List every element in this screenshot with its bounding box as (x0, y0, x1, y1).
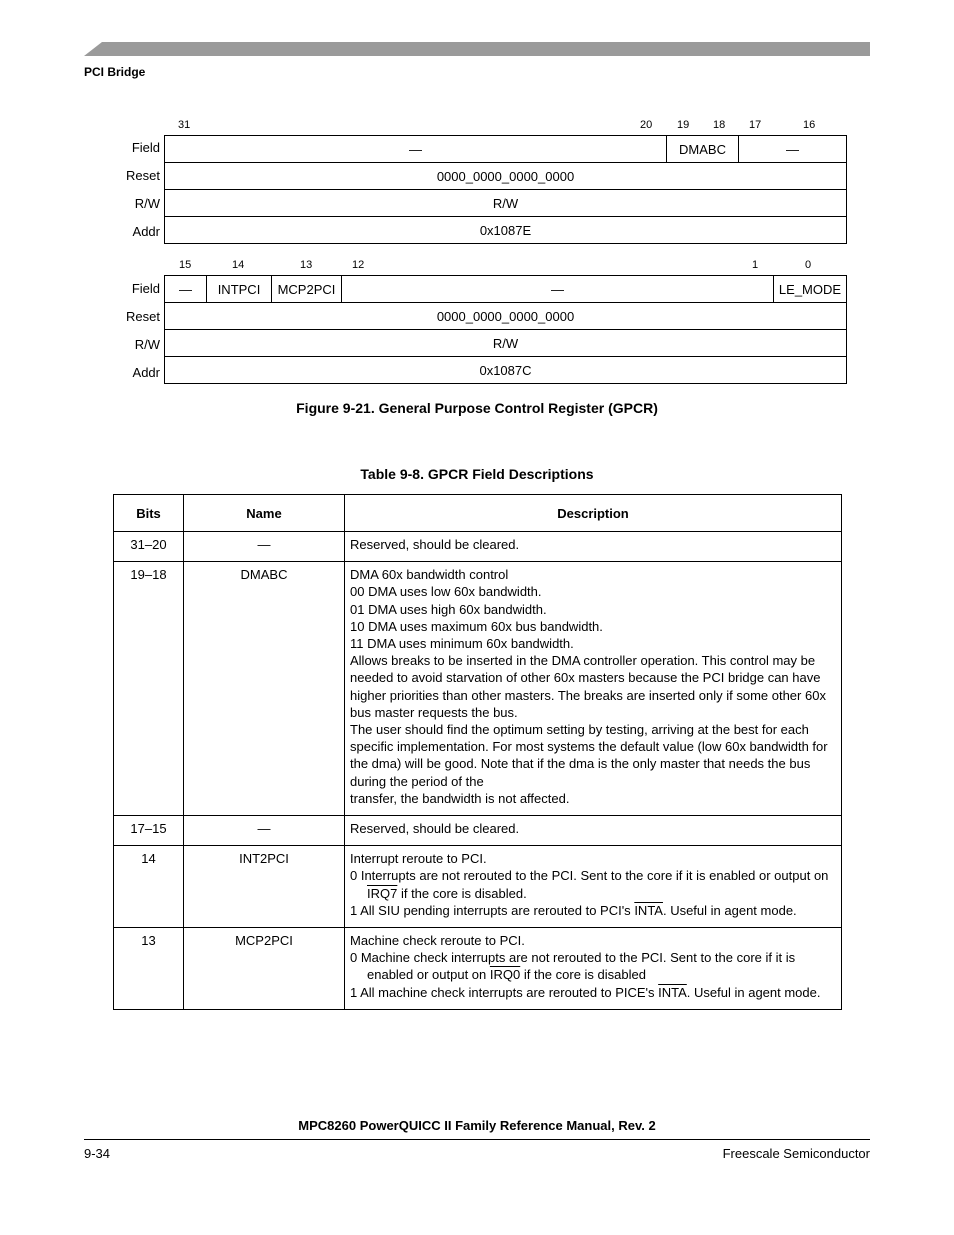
cell-bits: 14 (114, 846, 184, 928)
table-header-row (114, 495, 842, 532)
option-text: . Useful in agent mode. (662, 902, 797, 918)
cell-name: DMABC (184, 562, 345, 816)
row-label-rw: R/W (134, 337, 160, 352)
option-text: if the core is disabled. (397, 885, 527, 901)
cell-name: MCP2PCI (184, 928, 345, 1010)
description-line: transfer, the bandwidth is not affected. (350, 790, 570, 806)
addr-value: 0x1087C (165, 357, 847, 384)
header-bar (84, 42, 870, 56)
option-1-line (350, 902, 836, 919)
description-line: 00 DMA uses low 60x bandwidth. (350, 584, 542, 600)
table-row (114, 562, 842, 816)
row-label-field: Field (131, 281, 160, 296)
option-text: 1 All SIU pending interrupts are rerouted to PCI's (350, 902, 635, 918)
cell-description (345, 816, 842, 846)
option-text: . Useful in agent mode. (686, 984, 821, 1000)
addr-value: 0x1087E (165, 217, 847, 244)
header-bits: Bits (114, 495, 184, 532)
field-reserved: — (165, 136, 667, 163)
bit-number: 16 (803, 119, 816, 131)
table-row (114, 816, 842, 846)
bit-number: 14 (232, 259, 245, 271)
field-reserved: — (739, 136, 847, 163)
description-line: 10 DMA uses maximum 60x bus bandwidth. (350, 618, 603, 634)
option-text: 1 All machine check interrupts are rerouted to PICE's (350, 984, 659, 1000)
row-label-reset: Reset (126, 168, 160, 183)
section-title: PCI Bridge (84, 65, 146, 79)
option-text: if the core is disabled (520, 967, 646, 983)
cell-description (345, 532, 842, 562)
cell-description (345, 846, 842, 928)
figure-caption: Figure 9-21. General Purpose Control Register (GPCR) (296, 400, 658, 416)
signal-name: IRQ0 (489, 967, 521, 983)
cell-name: INT2PCI (184, 846, 345, 928)
bit-number: 17 (749, 119, 762, 131)
footer-company: Freescale Semiconductor (722, 1146, 870, 1161)
bit-number: 20 (640, 119, 653, 131)
field-le-mode: LE_MODE (774, 276, 847, 303)
description-line: Machine check reroute to PCI. (350, 933, 525, 949)
footer-divider (84, 1139, 870, 1140)
footer-title: MPC8260 PowerQUICC II Family Reference Manual, Rev. 2 (298, 1118, 656, 1133)
option-0-line (350, 867, 836, 901)
reset-value: 0000_0000_0000_0000 (165, 163, 847, 190)
cell-bits: 17–15 (114, 816, 184, 846)
option-text: 0 Machine check interrupts are not rerouted to the PCI. Sent to the core if it is enabled or output on (350, 950, 796, 983)
cell-name: — (184, 532, 345, 562)
bit-number: 15 (179, 259, 192, 271)
table-caption: Table 9-8. GPCR Field Descriptions (360, 466, 594, 482)
bit-number: 19 (677, 119, 690, 131)
cell-name: — (184, 816, 345, 846)
bit-number: 12 (352, 259, 365, 271)
signal-name: IRQ7 (367, 885, 398, 901)
row-label-reset: Reset (126, 309, 160, 324)
field-dmabc: DMABC (667, 136, 739, 163)
table-row (114, 532, 842, 562)
bit-number: 13 (300, 259, 313, 271)
description-line: The user should find the optimum setting by testing, arriving at the best for each specific implementation. For most systems the default value (low 60x bandwidth for the dma) will be good. Note that if the dma is the only master that needs the bus during the period of the (350, 722, 828, 789)
description-line: Reserved, should be cleared. (350, 537, 520, 552)
bit-number: 1 (752, 259, 759, 271)
cell-bits: 31–20 (114, 532, 184, 562)
bit-number: 18 (713, 119, 726, 131)
table-row (114, 928, 842, 1010)
header-description: Description (345, 495, 842, 532)
cell-bits: 13 (114, 928, 184, 1010)
description-line: Allows breaks to be inserted in the DMA controller operation. This control may be needed to avoid starvation of other 60x masters because the PCI bridge can have higher priorities than other masters. The breaks are inserted only if some other 60x bus master requests the bus. (350, 653, 826, 720)
page-number: 9-34 (84, 1146, 111, 1161)
signal-name: INTA (658, 984, 687, 1000)
field-mcp2pci: MCP2PCI (272, 276, 342, 303)
bit-number: 31 (178, 119, 191, 131)
description-line: DMA 60x bandwidth control (350, 567, 509, 583)
rw-value: R/W (165, 190, 847, 217)
description-line: Reserved, should be cleared. (350, 821, 520, 837)
field-reserved: — (165, 276, 207, 303)
reset-value: 0000_0000_0000_0000 (165, 303, 847, 330)
row-label-addr: Addr (132, 224, 160, 239)
cell-bits: 19–18 (114, 562, 184, 816)
field-descriptions-table (113, 494, 842, 1010)
row-label-field: Field (131, 140, 160, 155)
field-reserved: — (342, 276, 774, 303)
description-line: 01 DMA uses high 60x bandwidth. (350, 601, 547, 617)
cell-description (345, 928, 842, 1010)
description-line: 11 DMA uses minimum 60x bandwidth. (350, 636, 574, 652)
row-label-addr: Addr (132, 365, 160, 380)
rw-value: R/W (165, 330, 847, 357)
signal-name: INTA (634, 902, 663, 918)
option-1-line (350, 984, 836, 1001)
register-lower (164, 275, 847, 384)
table-row (114, 846, 842, 928)
cell-description (345, 562, 842, 816)
option-0-line (350, 949, 836, 983)
field-intpci: INTPCI (207, 276, 272, 303)
bit-number: 0 (805, 259, 812, 271)
register-upper (164, 135, 847, 244)
row-label-rw: R/W (134, 196, 160, 211)
header-name: Name (184, 495, 345, 532)
description-line: Interrupt reroute to PCI. (350, 851, 487, 867)
option-text: 0 Interrupts are not rerouted to the PCI. Sent to the core if it is enabled or output on (350, 868, 829, 884)
